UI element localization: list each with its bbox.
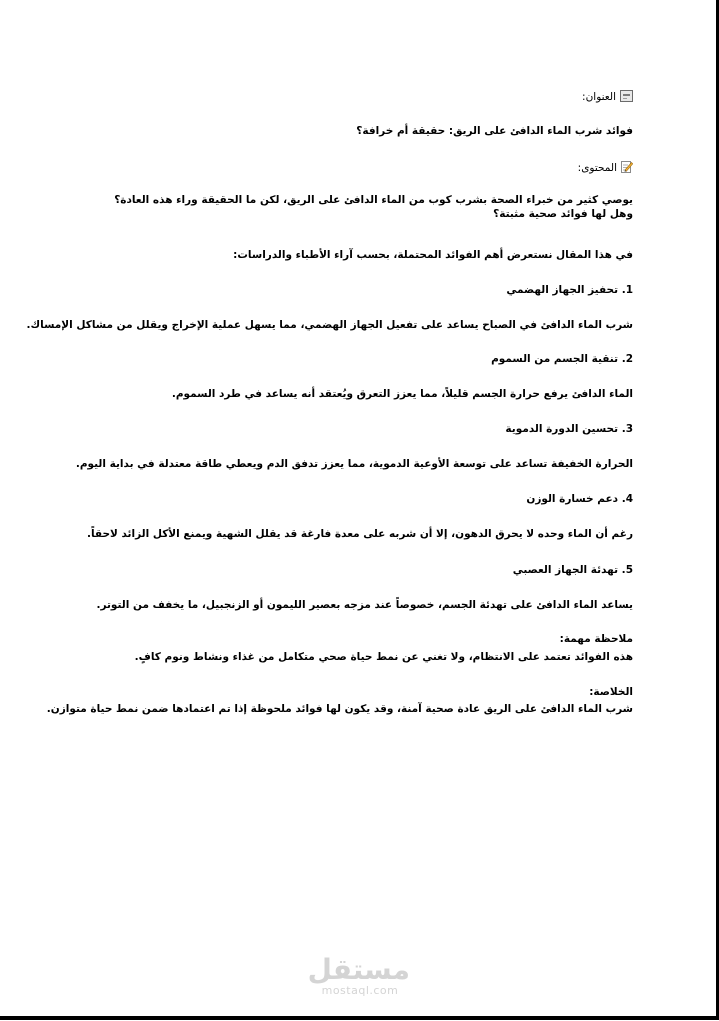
lead-in-paragraph: في هذا المقال نستعرض أهم الفوائد المحتملة، بحسب آراء الأطباء والدراسات:	[233, 249, 633, 261]
intro-paragraph: يوصي كثير من خبراء الصحة بشرب كوب من الماء الدافئ على الريق، لكن ما الحقيقة وراء هذه العادة؟ وهل لها فوائد صحية مثبتة؟	[114, 194, 633, 220]
section-4-heading: 4. دعم خسارة الوزن	[526, 493, 633, 505]
section-2-heading: 2. تنقية الجسم من السموم	[491, 353, 633, 365]
title-card-icon	[620, 90, 633, 102]
content-label-row	[578, 160, 633, 175]
watermark-domain: mostaql.com	[321, 984, 399, 997]
conclusion-label: الخلاصة:	[589, 686, 633, 698]
note-body: هذه الفوائد تعتمد على الانتظام، ولا تغني عن نمط حياة صحي متكامل من غذاء ونشاط ونوم كافٍ.	[134, 651, 633, 663]
conclusion-body: شرب الماء الدافئ على الريق عادة صحية آمنة، وقد يكون لها فوائد ملحوظة إذا تم اعتمادها ضمن نمط حياة متوازن.	[46, 703, 633, 715]
watermark-brand: مستقل	[307, 953, 410, 986]
content-label: المحتوى:	[577, 162, 617, 174]
section-3-heading: 3. تحسين الدورة الدموية	[505, 423, 633, 435]
memo-pencil-icon	[621, 160, 633, 173]
section-4-body: رغم أن الماء وحده لا يحرق الدهون، إلا أن شربه على معدة فارغة قد يقلل الشهية ويمنع الأكل الزائد لاحقاً.	[86, 528, 633, 540]
section-5-heading: 5. تهدئة الجهاز العصبي	[512, 564, 633, 576]
section-3-body: الحرارة الخفيفة تساعد على توسعة الأوعية الدموية، مما يعزز تدفق الدم ويعطي طاقة معتدلة في بداية اليوم.	[75, 458, 633, 470]
title-label-row	[582, 90, 633, 104]
watermark	[307, 953, 410, 997]
article-title: فوائد شرب الماء الدافئ على الريق: حقيقة أم خرافة؟	[356, 125, 633, 137]
title-label: العنوان:	[582, 91, 616, 103]
note-label: ملاحظة مهمة:	[559, 633, 633, 645]
section-1-body: شرب الماء الدافئ في الصباح يساعد على تفعيل الجهاز الهضمي، مما يسهل عملية الإخراج ويقلل من مشاكل الإمساك.	[26, 319, 633, 331]
section-2-body: الماء الدافئ يرفع حرارة الجسم قليلاً، مما يعزز التعرق ويُعتقد أنه يساعد في طرد السموم.	[171, 388, 633, 400]
section-5-body: يساعد الماء الدافئ على تهدئة الجسم، خصوصاً عند مزجه بعصير الليمون أو الزنجبيل، ما يخفف من التوتر.	[96, 599, 633, 611]
section-1-heading: 1. تحفيز الجهاز الهضمي	[506, 284, 633, 296]
